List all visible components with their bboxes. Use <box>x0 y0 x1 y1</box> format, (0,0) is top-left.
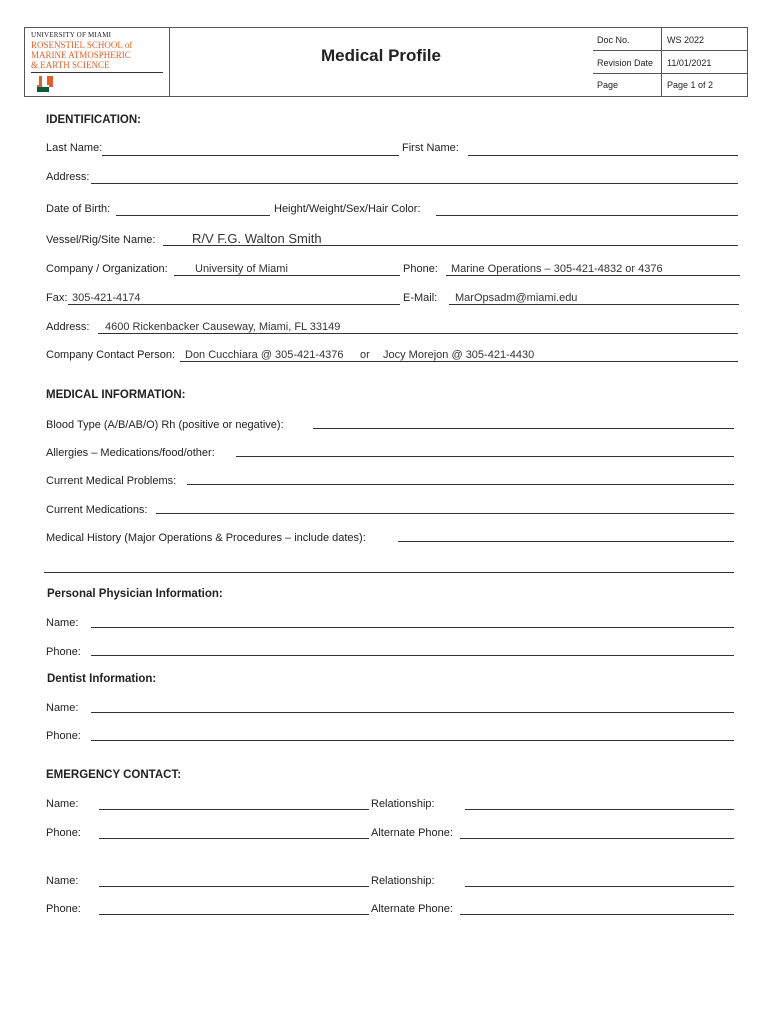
meta-row-divider <box>593 73 747 74</box>
relationship-field-2[interactable] <box>465 886 734 887</box>
dentist-name-label: Name: <box>46 702 79 714</box>
alt-phone-label-1: Alternate Phone: <box>371 827 453 839</box>
hwsh-label: Height/Weight/Sex/Hair Color: <box>274 203 421 215</box>
physician-name-label: Name: <box>46 617 79 629</box>
contact-field <box>180 361 738 362</box>
allergies-label: Allergies – Medications/food/other: <box>46 447 215 459</box>
medications-field[interactable] <box>156 513 734 514</box>
meta-row-divider <box>593 50 747 51</box>
document-meta-table <box>593 28 747 96</box>
logo-line-school: ROSENSTIEL SCHOOL of <box>31 40 133 50</box>
contact-label: Company Contact Person: <box>46 349 176 361</box>
page-title: Medical Profile <box>321 46 441 65</box>
relationship-field-1[interactable] <box>465 809 734 810</box>
first-name-field[interactable] <box>468 155 738 156</box>
phone-field <box>446 275 740 276</box>
email-value[interactable]: MarOpsadm@miami.edu <box>455 292 578 304</box>
medical-problems-field[interactable] <box>187 484 734 485</box>
alt-phone-field-2[interactable] <box>460 914 734 915</box>
logo-line-marine: MARINE ATMOSPHERIC <box>31 50 131 60</box>
phone-label: Phone: <box>403 263 438 275</box>
logo-rule <box>31 72 163 73</box>
dob-field[interactable] <box>116 215 270 216</box>
medical-history-field-2[interactable] <box>44 572 734 573</box>
medical-history-label: Medical History (Major Operations & Procedures – include dates): <box>46 532 366 544</box>
identification-heading: IDENTIFICATION: <box>46 114 141 126</box>
fax-label: Fax: <box>46 292 68 304</box>
dentist-phone-field[interactable] <box>91 740 734 741</box>
physician-phone-label: Phone: <box>46 646 81 658</box>
document-header <box>24 27 748 97</box>
company-value[interactable]: University of Miami <box>195 263 288 275</box>
alt-phone-field-1[interactable] <box>460 838 734 839</box>
logo-line-earth: & EARTH SCIENCE <box>31 60 110 70</box>
relationship-label-2: Relationship: <box>371 875 435 887</box>
physician-heading: Personal Physician Information: <box>47 588 223 600</box>
relationship-label-1: Relationship: <box>371 798 435 810</box>
fax-value[interactable]: 305-421-4174 <box>72 292 141 304</box>
meta-revision-label: Revision Date <box>597 58 654 68</box>
emergency-phone-label-1: Phone: <box>46 827 81 839</box>
physician-name-field[interactable] <box>91 627 734 628</box>
fax-field <box>68 304 400 305</box>
dentist-phone-label: Phone: <box>46 730 81 742</box>
medical-heading: MEDICAL INFORMATION: <box>46 389 186 401</box>
hwsh-field[interactable] <box>436 215 738 216</box>
meta-divider <box>661 28 662 96</box>
emergency-phone-field-2[interactable] <box>99 914 369 915</box>
address-field[interactable] <box>91 183 738 184</box>
company-field <box>174 275 400 276</box>
contact-or: or <box>360 349 370 361</box>
emergency-phone-field-1[interactable] <box>99 838 369 839</box>
blood-type-label: Blood Type (A/B/AB/O) Rh (positive or negative): <box>46 419 284 431</box>
company-address-value[interactable]: 4600 Rickenbacker Causeway, Miami, FL 33149 <box>105 321 341 333</box>
meta-page-value: Page 1 of 2 <box>667 80 714 90</box>
meta-revision-value: 11/01/2021 <box>667 58 712 68</box>
dentist-heading: Dentist Information: <box>47 673 157 685</box>
emergency-name-label-2: Name: <box>46 875 79 887</box>
emergency-phone-label-2: Phone: <box>46 903 81 915</box>
emergency-name-field-2[interactable] <box>99 886 369 887</box>
university-logo <box>25 28 170 96</box>
meta-doc-value: WS 2022 <box>667 35 705 45</box>
dentist-name-field[interactable] <box>91 712 734 713</box>
dob-label: Date of Birth: <box>46 203 111 215</box>
emergency-heading: EMERGENCY CONTACT: <box>46 769 182 781</box>
company-address-field <box>98 333 738 334</box>
medical-history-field[interactable] <box>398 541 734 542</box>
emergency-name-label-1: Name: <box>46 798 79 810</box>
medical-problems-label: Current Medical Problems: <box>46 475 177 487</box>
last-name-field[interactable] <box>102 155 399 156</box>
contact-value-1[interactable]: Don Cucchiara @ 305-421-4376 <box>185 349 344 361</box>
phone-value[interactable]: Marine Operations – 305-421-4832 or 4376 <box>451 263 663 275</box>
meta-doc-label: Doc No. <box>597 35 630 45</box>
vessel-label: Vessel/Rig/Site Name: <box>46 234 156 246</box>
email-field <box>449 304 739 305</box>
emergency-name-field-1[interactable] <box>99 809 369 810</box>
vessel-field <box>163 245 738 246</box>
address-label: Address: <box>46 171 90 183</box>
u-logo-icon <box>33 76 53 92</box>
logo-line-university: UNIVERSITY OF MIAMI <box>31 31 112 39</box>
vessel-value[interactable]: R/V F.G. Walton Smith <box>192 231 322 246</box>
meta-page-label: Page <box>597 80 619 90</box>
last-name-label: Last Name: <box>46 142 103 154</box>
company-address-label: Address: <box>46 321 90 333</box>
physician-phone-field[interactable] <box>91 655 734 656</box>
contact-value-2[interactable]: Jocy Morejon @ 305-421-4430 <box>383 349 535 361</box>
title-cell <box>169 28 593 96</box>
allergies-field[interactable] <box>236 456 734 457</box>
email-label: E-Mail: <box>403 292 438 304</box>
company-label: Company / Organization: <box>46 263 168 275</box>
first-name-label: First Name: <box>402 142 459 154</box>
blood-type-field[interactable] <box>313 428 734 429</box>
alt-phone-label-2: Alternate Phone: <box>371 903 453 915</box>
medications-label: Current Medications: <box>46 504 148 516</box>
